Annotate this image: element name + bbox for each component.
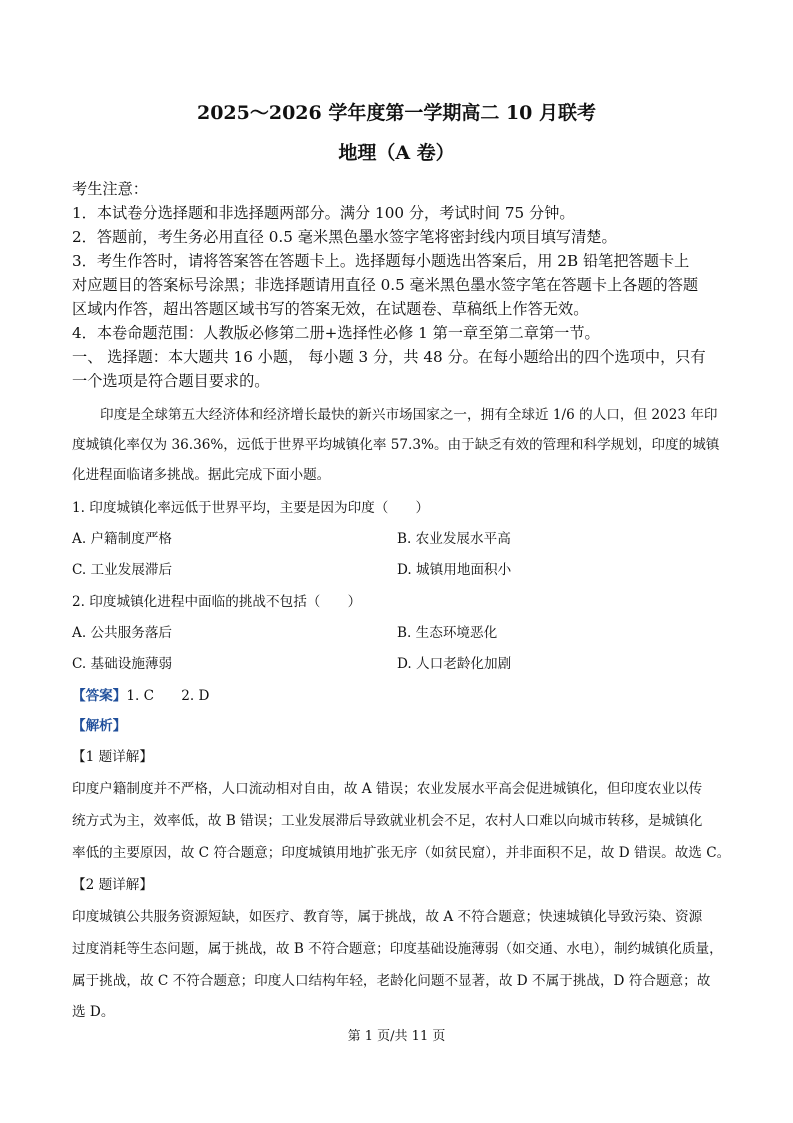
- analysis-line: 率低的主要原因，故 C 符合题意；印度城镇用地扩张无序（如贫民窟），并非面积不足，故 D 错误。故选 C。: [72, 845, 731, 861]
- page-number: 第 1 页/共 11 页: [347, 1029, 446, 1044]
- analysis-line: 过度消耗等生态问题，属于挑战，故 B 不符合题意；印度基础设施薄弱（如交通、水电），制约城镇化质量，: [72, 941, 723, 957]
- answer-text: 1. C 2. D: [126, 688, 210, 704]
- option-b[interactable]: B. 农业发展水平高: [397, 531, 511, 547]
- exam-title: 2025～2026 学年度第一学期高二 10 月联考: [196, 102, 597, 124]
- answer-line: [72, 684, 732, 704]
- analysis-line: 选 D。: [72, 1004, 115, 1020]
- question-stem: 2. 印度城镇化进程中面临的挑战不包括（ ）: [72, 594, 362, 610]
- notice-item: 2．答题前，考生务必用直径 0.5 毫米黑色墨水签字笔将密封线内项目填写清楚。: [72, 228, 617, 246]
- option-d[interactable]: D. 人口老龄化加剧: [397, 656, 512, 672]
- option-a[interactable]: A. 户籍制度严格: [72, 531, 173, 547]
- passage-line: 印度是全球第五大经济体和经济增长最快的新兴市场国家之一，拥有全球近 1/6 的人口，但 2023 年印: [100, 407, 718, 423]
- notice-item: 区域内作答，超出答题区域书写的答案无效，在试题卷、草稿纸上作答无效。: [72, 300, 589, 318]
- option-a[interactable]: A. 公共服务落后: [72, 625, 173, 641]
- passage-line: 化进程面临诸多挑战。据此完成下面小题。: [72, 467, 331, 483]
- option-c[interactable]: C. 工业发展滞后: [72, 562, 173, 578]
- analysis-line: 属于挑战，故 C 不符合题意；印度人口结构年轻，老龄化问题不显著，故 D 不属于挑战，D 符合题意；故: [72, 973, 711, 989]
- q1-analysis-heading: 【1 题详解】: [72, 749, 153, 765]
- notice-heading: 考生注意：: [72, 180, 148, 198]
- notice-item: 1．本试卷分选择题和非选择题两部分。满分 100 分，考试时间 75 分钟。: [72, 204, 575, 222]
- option-d[interactable]: D. 城镇用地面积小: [397, 562, 512, 578]
- answer-tag: 【答案】: [72, 688, 127, 704]
- analysis-tag: 【解析】: [72, 718, 127, 734]
- q2-analysis-heading: 【2 题详解】: [72, 877, 153, 893]
- exam-subtitle: 地理（A 卷）: [338, 142, 455, 164]
- analysis-line: 印度城镇公共服务资源短缺，如医疗、教育等，属于挑战，故 A 不符合题意；快速城镇化导致污染、资源: [72, 909, 703, 925]
- notice-item: 4．本卷命题范围：人教版必修第二册+选择性必修 1 第一章至第二章第一节。: [72, 324, 600, 342]
- passage-line: 度城镇化率仅为 36.36%，远低于世界平均城镇化率 57.3%。由于缺乏有效的管理和科学规划，印度的城镇: [72, 437, 720, 453]
- section-heading-cont: 一个选项是符合题目要求的。: [72, 372, 270, 390]
- notice-item: 对应题目的答案标号涂黑；非选择题请用直径 0.5 毫米黑色墨水签字笔在答题卡上各题的答题: [72, 276, 699, 294]
- option-b[interactable]: B. 生态环境恶化: [397, 625, 498, 641]
- analysis-line: 统方式为主，效率低，故 B 错误；工业发展滞后导致就业机会不足，农村人口难以向城市转移，是城镇化: [72, 813, 703, 829]
- section-heading: 一、 选择题：本大题共 16 小题， 每小题 3 分，共 48 分。在每小题给出的四个选项中，只有: [72, 348, 706, 366]
- question-stem: 1. 印度城镇化率远低于世界平均，主要是因为印度（ ）: [72, 500, 430, 516]
- analysis-line: 印度户籍制度并不严格，人口流动相对自由，故 A 错误；农业发展水平高会促进城镇化，但印度农业以传: [72, 781, 703, 797]
- notice-item: 3．考生作答时，请将答案答在答题卡上。选择题每小题选出答案后，用 2B 铅笔把答题卡上: [72, 252, 690, 270]
- option-c[interactable]: C. 基础设施薄弱: [72, 656, 173, 672]
